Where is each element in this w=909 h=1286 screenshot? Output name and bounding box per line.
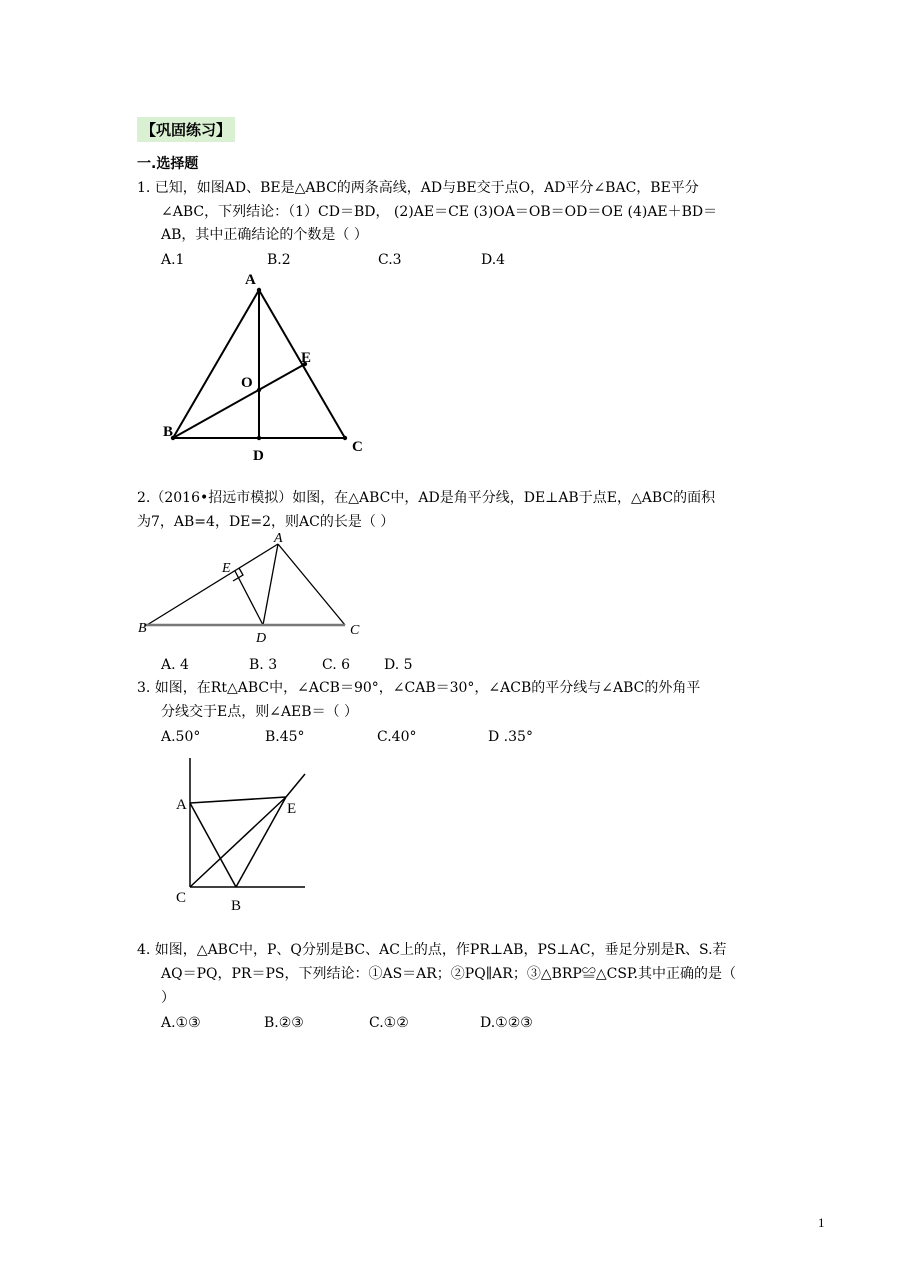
q2-label-c: C <box>350 623 360 638</box>
q2-option-c: C. 6 <box>322 657 351 673</box>
q3-option-a: A.50° <box>161 729 201 745</box>
q4-line-3: ） <box>161 990 175 1006</box>
q1-option-c: C.3 <box>378 252 402 268</box>
q1-option-d: D.4 <box>481 252 506 268</box>
q2-label-d: D <box>256 631 267 646</box>
q2-line-2: 为7，AB=4，DE=2，则AC的长是（ ） <box>137 514 395 530</box>
q4-line-1: 4. 如图，△ABC中，P、Q分别是BC、AC上的点，作PR⊥AB，PS⊥AC，垂足分别是R、S.若 <box>137 942 727 958</box>
subheading: 一.选择题 <box>137 156 199 172</box>
q1-option-b: B.2 <box>267 252 291 268</box>
q4-option-a: A.①③ <box>161 1015 201 1031</box>
q1-label-a: A <box>245 272 256 288</box>
q1-label-o: O <box>241 375 253 391</box>
q3-figure <box>170 752 315 920</box>
q3-option-c: C.40° <box>377 729 417 745</box>
q1-label-b: B <box>163 424 174 440</box>
q2-option-b: B. 3 <box>249 657 278 673</box>
q2-line-1: 2.（2016•招远市模拟）如图，在△ABC中，AD是角平分线，DE⊥AB于点E，△ABC的面积 <box>137 490 716 506</box>
q1-label-c: C <box>352 439 363 455</box>
q1-label-e: E <box>301 350 312 366</box>
section-title: 【巩固练习】 <box>137 117 235 142</box>
q2-option-a: A. 4 <box>161 657 189 673</box>
q3-line-2: 分线交于E点，则∠AEB＝（ ） <box>161 704 359 720</box>
q1-line-1: 1. 已知，如图AD、BE是△ABC的两条高线，AD与BE交于点O，AD平分∠BAC，BE平分 <box>137 180 699 196</box>
q3-label-a: A <box>176 797 187 813</box>
q2-label-a: A <box>274 531 283 546</box>
q1-option-a: A.1 <box>161 252 185 268</box>
q2-option-d: D. 5 <box>384 657 413 673</box>
q1-figure <box>155 268 385 468</box>
q2-label-e: E <box>222 561 231 576</box>
q3-label-e: E <box>287 801 297 817</box>
q3-option-d: D .35° <box>488 729 533 745</box>
q3-label-c: C <box>176 890 187 906</box>
q4-line-2: AQ＝PQ，PR＝PS，下列结论：①AS＝AR；②PQ∥AR；③△BRP≌△CSP.其中正确的是（ <box>161 966 736 982</box>
q2-figure <box>130 528 370 650</box>
q3-option-b: B.45° <box>265 729 305 745</box>
q1-line-2: ∠ABC，下列结论：（1）CD＝BD， (2)AE＝CE (3)OA＝OB＝OD＝OE (4)AE＋BD＝ <box>161 204 718 220</box>
q2-label-b: B <box>138 621 147 636</box>
q3-label-b: B <box>231 898 242 914</box>
q3-line-1: 3. 如图，在Rt△ABC中，∠ACB＝90°，∠CAB＝30°，∠ACB的平分线与∠ABC的外角平 <box>137 680 701 696</box>
q1-label-d: D <box>253 448 264 464</box>
q1-line-3: AB，其中正确结论的个数是（ ） <box>161 227 368 243</box>
q4-option-c: C.①② <box>369 1015 409 1031</box>
q4-option-d: D.①②③ <box>480 1015 533 1031</box>
q4-option-b: B.②③ <box>264 1015 304 1031</box>
page-number: 1 <box>818 1215 825 1230</box>
